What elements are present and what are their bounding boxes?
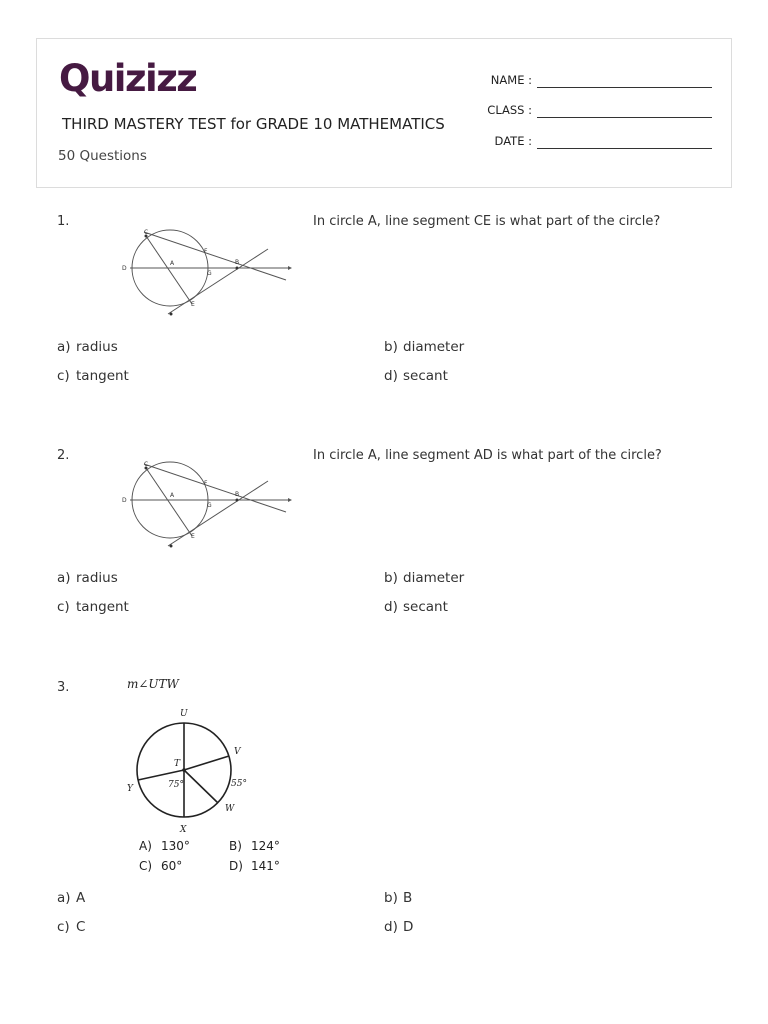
option-letter: d) [384,919,398,935]
question-number: 3. [57,680,70,695]
option-letter: c) [57,368,70,384]
label-g: G [207,502,212,509]
option-letter: a) [57,570,71,586]
option-d[interactable] [384,599,448,615]
label-b: B [235,259,240,266]
question-count: 50 Questions [58,148,147,164]
label-t: T [174,759,181,769]
angle-55: 55° [231,779,247,789]
label-d: D [122,265,127,272]
label-c: C [144,229,149,236]
option-text: tangent [76,599,129,615]
option-a[interactable] [57,890,85,906]
option-c[interactable] [57,599,129,615]
date-field [457,132,727,152]
choice-d-label: D) [229,859,243,873]
option-text: diameter [403,570,465,586]
name-line [537,87,712,88]
option-text: diameter [403,339,465,355]
option-c[interactable] [57,919,85,935]
option-letter: c) [57,599,70,615]
label-f: F [204,480,208,487]
option-b[interactable] [384,890,412,906]
angle-75: 75° [168,780,184,790]
worksheet-title: THIRD MASTERY TEST for GRADE 10 MATHEMATICS [62,115,445,133]
choice-d-value: 141° [251,859,280,873]
label-e: E [191,301,195,308]
label-c: C [144,461,149,468]
label-y: Y [127,784,133,794]
option-text: radius [76,570,118,586]
label-a: A [170,260,175,267]
circle-angle-figure [120,676,290,876]
option-text: D [403,919,414,935]
label-u: U [180,709,188,719]
label-b: B [235,491,240,498]
option-text: secant [403,368,448,384]
date-line [537,148,712,149]
option-d[interactable] [384,919,413,935]
quizizz-logo: Quizizz [59,57,197,100]
label-g: G [207,270,212,277]
date-label: DATE : [494,134,532,148]
question-text: In circle A, line segment CE is what part of the circle? [313,214,661,229]
class-field [457,101,727,121]
name-label: NAME : [490,73,532,87]
label-a: A [170,492,175,499]
circle-secant-figure [110,218,300,322]
circle-secant-figure [110,452,300,556]
label-w: W [225,804,235,814]
option-letter: b) [384,339,398,355]
option-text: C [76,919,86,935]
option-letter: b) [384,890,398,906]
choice-c-label: C) [139,859,153,873]
option-letter: a) [57,339,71,355]
label-e: E [191,533,195,540]
option-letter: d) [384,368,398,384]
option-text: A [76,890,86,906]
option-a[interactable] [57,570,118,586]
label-x: X [180,825,187,835]
figure-caption: m∠UTW [127,677,179,691]
label-d: D [122,497,127,504]
worksheet-header [36,38,732,188]
option-c[interactable] [57,368,129,384]
option-letter: b) [384,570,398,586]
choice-b-label: B) [229,839,242,853]
label-v: V [234,747,241,757]
class-label: CLASS : [487,103,532,117]
option-text: B [403,890,413,906]
choice-b-value: 124° [251,839,280,853]
option-b[interactable] [384,570,464,586]
choice-a-value: 130° [161,839,190,853]
choice-c-value: 60° [161,859,183,873]
option-b[interactable] [384,339,464,355]
question-text: In circle A, line segment AD is what part of the circle? [313,448,662,463]
option-text: secant [403,599,448,615]
option-letter: d) [384,599,398,615]
option-a[interactable] [57,339,118,355]
label-f: F [204,248,208,255]
choice-a-label: A) [139,839,152,853]
option-letter: a) [57,890,71,906]
name-field [457,71,727,91]
question-number: 1. [57,214,70,229]
option-text: radius [76,339,118,355]
class-line [537,117,712,118]
option-d[interactable] [384,368,448,384]
question-number: 2. [57,448,70,463]
option-letter: c) [57,919,70,935]
option-text: tangent [76,368,129,384]
